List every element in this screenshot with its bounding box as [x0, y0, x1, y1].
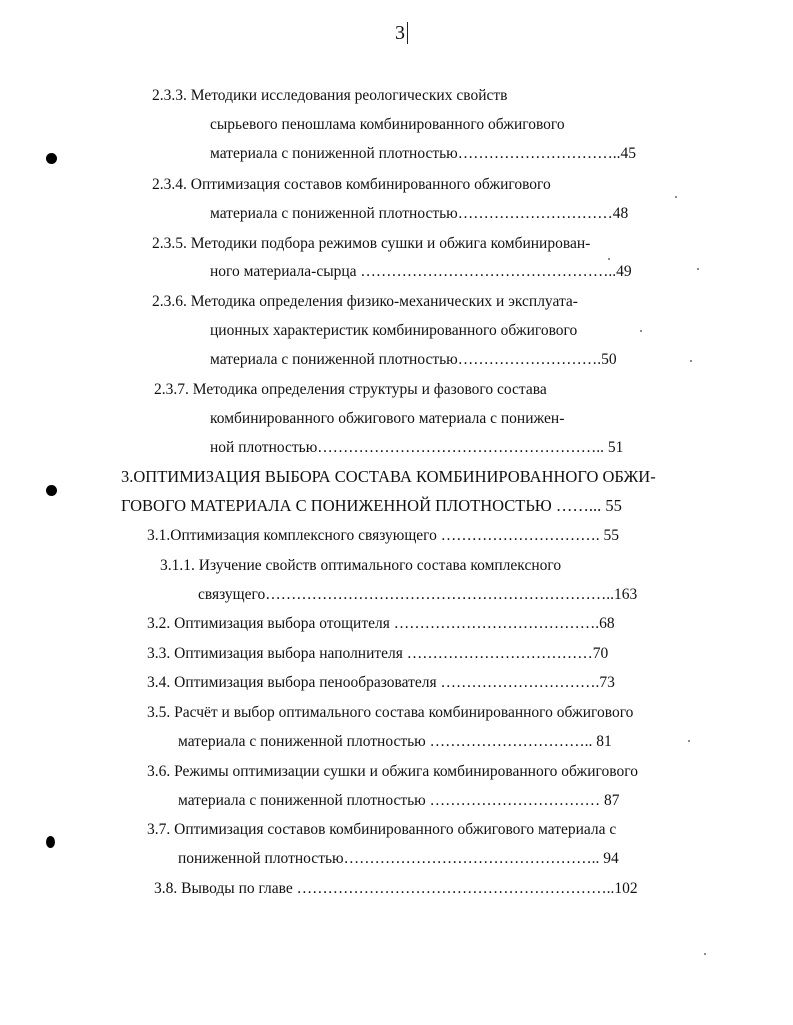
chapter-heading: ГОВОГО МАТЕРИАЛА С ПОНИЖЕННОЙ ПЛОТНОСТЬЮ ……... 55: [121, 496, 622, 515]
toc-line: связущего…………………………………………………………..163: [198, 586, 638, 603]
punch-hole-mark: [46, 153, 57, 164]
toc-line: сырьевого пеношлама комбинированного обжигового: [210, 116, 565, 133]
scan-speck: [690, 360, 692, 362]
toc-line: 3.1.Оптимизация комплексного связующего …………………………. 55: [147, 527, 620, 544]
toc-line: материала с пониженной плотностью …………………………… 87: [178, 792, 620, 809]
scan-speck: [608, 258, 610, 260]
toc-line: комбинированного обжигового материала с понижен-: [210, 410, 565, 427]
toc-line: пониженной плотностью………………………………………….. 94: [178, 850, 619, 867]
toc-line: 2.3.7. Методика определения структуры и фазового состава: [154, 381, 547, 398]
toc-line: 2.3.3. Методики исследования реологических свойств: [152, 87, 508, 104]
toc-line: ционных характеристик комбинированного обжигового: [210, 322, 578, 339]
toc-line: 3.6. Режимы оптимизации сушки и обжига комбинированного обжигового: [147, 763, 638, 780]
toc-line: 2.3.5. Методики подбора режимов сушки и обжига комбинирован-: [152, 235, 591, 252]
scan-speck: [688, 740, 690, 742]
toc-line: ной плотностью……………………………………………….. 51: [210, 439, 624, 456]
scan-speck: [675, 196, 677, 198]
toc-line: 3.7. Оптимизация составов комбинированного обжигового материала с: [147, 821, 617, 838]
toc-line: 2.3.6. Методика определения физико-механических и эксплуата-: [152, 293, 578, 310]
scan-speck: [640, 330, 642, 332]
scan-speck: [697, 268, 699, 270]
toc-line: 3.5. Расчёт и выбор оптимального состава комбинированного обжигового: [147, 704, 634, 721]
toc-line: ного материала-сырца …………………………………………..49: [210, 263, 632, 280]
toc-line: материала с пониженной плотностью…………………………48: [210, 205, 629, 222]
scan-speck: [704, 953, 706, 955]
toc-line: материала с пониженной плотностью ………………………….. 81: [178, 733, 612, 750]
toc-line: 3.8. Выводы по главе ……………………………………………………..102: [154, 880, 638, 897]
page-number: 3: [395, 22, 408, 44]
toc-line: материала с пониженной плотностью…………………………..45: [210, 145, 637, 162]
toc-line: 3.1.1. Изучение свойств оптимального состава комплексного: [160, 557, 562, 574]
toc-line: 3.2. Оптимизация выбора отощителя ………………………………….68: [147, 615, 615, 632]
chapter-heading: 3.ОПТИМИЗАЦИЯ ВЫБОРА СОСТАВА КОМБИНИРОВАННОГО ОБЖИ-: [121, 467, 656, 486]
punch-hole-mark: [46, 836, 55, 848]
punch-hole-mark: [46, 485, 57, 496]
toc-line: 3.4. Оптимизация выбора пенообразователя ………………………….73: [147, 674, 615, 691]
toc-line: 3.3. Оптимизация выбора наполнителя ………………………………70: [147, 645, 609, 662]
toc-line: 2.3.4. Оптимизация составов комбинированного обжигового: [152, 176, 551, 193]
toc-line: материала с пониженной плотностью……………………….50: [210, 351, 617, 368]
